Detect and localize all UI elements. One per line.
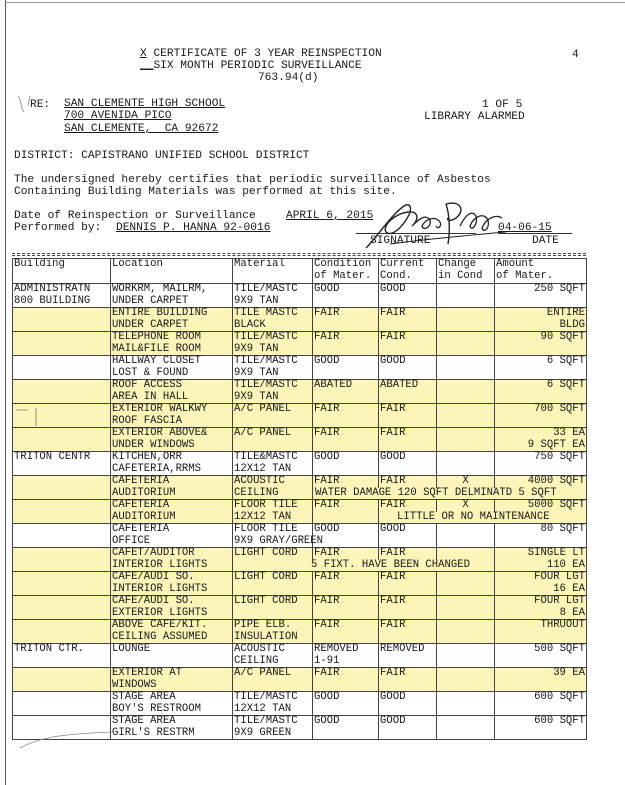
- cell-current-cond: FAIR: [379, 404, 437, 428]
- col-header-location: Location: [111, 259, 233, 284]
- cell-current-cond: FAIR: [379, 620, 437, 644]
- cell-material: PIPE ELB. INSULATION: [233, 620, 313, 644]
- table-body: [13, 284, 587, 740]
- separator-line-1: [12, 253, 586, 254]
- cell-location: CAFE/AUDI SO. EXTERIOR LIGHTS: [111, 596, 233, 620]
- cell-building: [13, 548, 111, 572]
- table-row: [13, 620, 587, 644]
- table-row: [13, 668, 587, 692]
- cell-condition: FAIR: [313, 500, 379, 524]
- table-row: [13, 284, 587, 308]
- cell-location: ROOF ACCESS AREA IN HALL: [111, 380, 233, 404]
- cell-current-cond: FAIR: [379, 308, 437, 332]
- col-header-material: Material: [233, 259, 313, 284]
- cell-building: [13, 308, 111, 332]
- page-top-edge: [5, 2, 625, 3]
- cell-current-cond: FAIR: [379, 548, 437, 572]
- cell-condition: FAIR: [313, 308, 379, 332]
- cell-change: [437, 308, 495, 332]
- cell-amount: 500 SQFT: [495, 644, 587, 668]
- cell-building: [13, 692, 111, 716]
- table-row: [13, 332, 587, 356]
- cell-current-cond: FAIR: [379, 428, 437, 452]
- cell-change: [437, 644, 495, 668]
- alarm-status: LIBRARY ALARMED: [424, 111, 525, 123]
- cell-location: EXTERIOR ABOVE& UNDER WINDOWS: [111, 428, 233, 452]
- cell-location: KITCHEN,ORR CAFETERIA,RRMS: [111, 452, 233, 476]
- handwritten-signature: [360, 196, 510, 258]
- cell-current-cond: FAIR: [379, 332, 437, 356]
- cell-material: A/C PANEL: [233, 668, 313, 692]
- cell-amount: 33 EA 9 SQFT EA: [495, 428, 587, 452]
- cell-material: TILE/MASTC 12X12 TAN: [233, 692, 313, 716]
- cell-location: WORKRM, MAILRM, UNDER CARPET: [111, 284, 233, 308]
- cell-amount: 80 SQFT: [495, 524, 587, 548]
- signature-caption: SIGNATURE: [370, 235, 431, 247]
- row-note: WATER DAMAGE 120 SQFT DELMINATD 5 SQFT: [315, 486, 557, 499]
- cell-building: [13, 572, 111, 596]
- cell-current-cond: FAIR: [379, 572, 437, 596]
- pencil-bracket-mark: [12, 92, 42, 120]
- cell-change: [437, 452, 495, 476]
- cell-material: ACOUSTIC CEILING: [233, 644, 313, 668]
- performed-value: DENNIS P. HANNA 92-0016: [116, 222, 271, 234]
- cell-change: [437, 380, 495, 404]
- cell-material: LIGHT CORD: [233, 572, 313, 596]
- cell-current-cond: ABATED: [379, 380, 437, 404]
- col-header-building: Building: [13, 259, 111, 284]
- cell-location: HALLWAY CLOSET LOST & FOUND: [111, 356, 233, 380]
- cell-building: [13, 476, 111, 500]
- re-label: RE:: [30, 99, 51, 111]
- table-row: [13, 500, 587, 524]
- cell-amount: FOUR LGT 16 EA: [495, 572, 587, 596]
- cell-material: ACOUSTIC CEILING WATER DAMAGE 120 SQFT DELMINATD 5 SQFT: [234, 475, 557, 499]
- cell-building: [13, 356, 111, 380]
- cell-change: X: [437, 476, 495, 500]
- cell-location: CAFETERIA OFFICE: [111, 524, 233, 548]
- cell-building: ADMINISTRATN 800 BUILDING: [13, 284, 111, 308]
- cell-condition: FAIR: [313, 572, 379, 596]
- cell-building: [13, 524, 111, 548]
- table-row: [13, 452, 587, 476]
- header-line1: [140, 48, 382, 60]
- cell-current-cond: GOOD: [379, 452, 437, 476]
- date-caption: DATE: [532, 235, 559, 247]
- cell-location: ABOVE CAFE/KIT. CEILING ASSUMED: [111, 620, 233, 644]
- table-row: [13, 380, 587, 404]
- cell-change: [437, 620, 495, 644]
- header-line2-text: SIX MONTH PERIODIC SURVEILLANCE: [153, 60, 362, 72]
- date-value: APRIL 6, 2015: [286, 210, 374, 222]
- row-note: 5 FIXT. HAVE BEEN CHANGED: [311, 558, 470, 571]
- cell-material: A/C PANEL: [233, 404, 313, 428]
- cell-change: [437, 596, 495, 620]
- table-row: [13, 428, 587, 452]
- separator-line-2: [12, 255, 586, 256]
- table-row: [13, 524, 587, 548]
- cell-material: TILE MASTC BLACK: [233, 308, 313, 332]
- cell-current-cond: FAIR: [379, 500, 437, 524]
- cell-change: [437, 668, 495, 692]
- page-number: 4: [572, 49, 579, 61]
- row-note: LITTLE OR NO MAINTENANCE: [397, 510, 550, 523]
- table-row: [13, 356, 587, 380]
- school-name: SAN CLEMENTE HIGH SCHOOL: [64, 98, 226, 110]
- cell-condition: FAIR: [313, 428, 379, 452]
- cell-change: [437, 524, 495, 548]
- cell-amount: 750 SQFT: [495, 452, 587, 476]
- cell-condition: GOOD: [313, 284, 379, 308]
- cell-location: EXTERIOR WALKWY ROOF FASCIA: [111, 404, 233, 428]
- cell-condition: GOOD: [313, 692, 379, 716]
- cell-current-cond: GOOD: [379, 524, 437, 548]
- header-line2-mark: __: [140, 60, 154, 72]
- col-header-current: Current Cond.: [379, 259, 437, 284]
- cell-current-cond: GOOD: [379, 716, 437, 740]
- cell-condition: GOOD: [313, 524, 379, 548]
- table-header-row: [13, 259, 587, 284]
- header-line2: [140, 60, 362, 72]
- cell-location: ENTIRE BUILDING UNDER CARPET: [111, 308, 233, 332]
- table-row: [13, 692, 587, 716]
- cell-condition: ABATED: [313, 380, 379, 404]
- cell-location: CAFET/AUDITOR INTERIOR LIGHTS: [111, 548, 233, 572]
- cell-change: [437, 404, 495, 428]
- header-line1-mark: X: [140, 48, 147, 60]
- cell-condition: FAIR: [313, 476, 379, 500]
- date-label: Date of Reinspection or Surveillance: [14, 210, 256, 222]
- cell-material: FLOOR TILE 9X9 GRAY/GREEN: [234, 523, 324, 547]
- cell-condition: FAIR: [313, 596, 379, 620]
- certify-line2: Containing Building Materials was performed at this site.: [14, 186, 397, 198]
- cell-amount: 4000 SQFT: [495, 476, 587, 500]
- cell-material: TILE/MASTC 9X9 TAN: [233, 332, 313, 356]
- cell-condition: REMOVED 1-91: [313, 644, 379, 668]
- cell-change: [437, 284, 495, 308]
- cell-building: [13, 332, 111, 356]
- cell-material: TILE/MASTC 9X9 GREEN: [233, 716, 313, 740]
- school-street: 700 AVENIDA PICO: [64, 110, 172, 122]
- table-row: [13, 476, 587, 500]
- cell-current-cond: GOOD: [379, 692, 437, 716]
- pencil-tick-mark: [14, 404, 44, 434]
- cell-location: CAFETERIA AUDITORIUM: [111, 476, 233, 500]
- cell-amount: 6 SQFT: [495, 380, 587, 404]
- survey-table: [12, 258, 587, 740]
- cell-condition: GOOD: [313, 356, 379, 380]
- cell-location: LOUNGE: [111, 644, 233, 668]
- cell-material: FLOOR TILE 12X12 TAN LITTLE OR NO MAINTENANCE: [234, 499, 550, 523]
- cell-current-cond: FAIR: [379, 596, 437, 620]
- cell-current-cond: GOOD: [379, 284, 437, 308]
- cell-building: [13, 500, 111, 524]
- cell-building: [13, 620, 111, 644]
- cell-material: LIGHT CORD: [233, 596, 313, 620]
- cell-condition: FAIR: [313, 332, 379, 356]
- cell-condition: GOOD: [313, 716, 379, 740]
- cell-location: CAFE/AUDI SO. INTERIOR LIGHTS: [111, 572, 233, 596]
- cell-building: [13, 596, 111, 620]
- cell-building: TRITON CTR.: [13, 644, 111, 668]
- cell-amount: 39 EA: [495, 668, 587, 692]
- date-signed: 04-06-15: [498, 222, 552, 234]
- table-row: [13, 596, 587, 620]
- cell-change: [437, 332, 495, 356]
- cell-change: [437, 716, 495, 740]
- cell-material: LIGHT CORD 5 FIXT. HAVE BEEN CHANGED: [234, 547, 470, 571]
- cell-change: [437, 692, 495, 716]
- table-row: [13, 404, 587, 428]
- certify-line1: The undersigned hereby certifies that periodic surveillance of Asbestos: [14, 174, 491, 186]
- cell-location: CAFETERIA AUDITORIUM: [111, 500, 233, 524]
- pencil-curve-mark: [18, 722, 118, 752]
- performed-label: Performed by:: [14, 222, 102, 234]
- cell-condition: FAIR: [313, 548, 379, 572]
- cell-change: [437, 572, 495, 596]
- cell-current-cond: FAIR: [379, 668, 437, 692]
- cell-building: [13, 380, 111, 404]
- table-row: [13, 572, 587, 596]
- school-city: SAN CLEMENTE, CA 92672: [64, 123, 219, 135]
- cell-amount: 250 SQFT: [495, 284, 587, 308]
- cell-building: [13, 668, 111, 692]
- cell-change: [437, 428, 495, 452]
- header-line1-text: CERTIFICATE OF 3 YEAR REINSPECTION: [153, 48, 382, 60]
- cell-current-cond: FAIR: [379, 476, 437, 500]
- cell-condition: FAIR: [313, 620, 379, 644]
- cell-amount: 5000 SQFT: [495, 500, 587, 524]
- cell-current-cond: REMOVED: [379, 644, 437, 668]
- cell-condition: FAIR: [313, 404, 379, 428]
- cell-change: X: [437, 500, 495, 524]
- cell-location: TELEPHONE ROOM MAIL&FILE ROOM: [111, 332, 233, 356]
- cell-condition: FAIR: [313, 668, 379, 692]
- cell-amount: 600 SQFT: [495, 692, 587, 716]
- cell-amount: SINGLE LT 110 EA: [495, 548, 587, 572]
- page-left-edge: [5, 0, 6, 785]
- table-row: [13, 644, 587, 668]
- cell-amount: 600 SQFT: [495, 716, 587, 740]
- col-header-condition: Condition of Mater.: [313, 259, 379, 284]
- cell-amount: 90 SQFT: [495, 332, 587, 356]
- header-line3: 763.94(d): [258, 72, 319, 84]
- cell-current-cond: GOOD: [379, 356, 437, 380]
- cell-material: TILE/MASTC 9X9 TAN: [233, 284, 313, 308]
- cell-amount: THRUOUT: [495, 620, 587, 644]
- cell-location: EXTERIOR AT WINDOWS: [111, 668, 233, 692]
- cell-amount: 700 SQFT: [495, 404, 587, 428]
- cell-amount: ENTIRE BLDG: [495, 308, 587, 332]
- page-of: 1 OF 5: [482, 99, 523, 111]
- cell-location: STAGE AREA BOY'S RESTROOM: [111, 692, 233, 716]
- col-header-amount: Amount of Mater.: [495, 259, 587, 284]
- cell-change: [437, 356, 495, 380]
- cell-material: A/C PANEL: [233, 428, 313, 452]
- cell-material: TILE&MASTC 12X12 TAN: [233, 452, 313, 476]
- cell-amount: 6 SQFT: [495, 356, 587, 380]
- table-row: [13, 308, 587, 332]
- cell-material: TILE/MASTC 9X9 TAN: [233, 380, 313, 404]
- district-line: DISTRICT: CAPISTRANO UNIFIED SCHOOL DISTRICT: [14, 150, 310, 162]
- cell-building: TRITON CENTR: [13, 452, 111, 476]
- cell-location: STAGE AREA GIRL'S RESTRM: [111, 716, 233, 740]
- col-header-change: Change in Cond: [437, 259, 495, 284]
- table-row: [13, 548, 587, 572]
- cell-material: TILE/MASTC 9X9 TAN: [233, 356, 313, 380]
- cell-amount: FOUR LGT 8 EA: [495, 596, 587, 620]
- cell-condition: GOOD: [313, 452, 379, 476]
